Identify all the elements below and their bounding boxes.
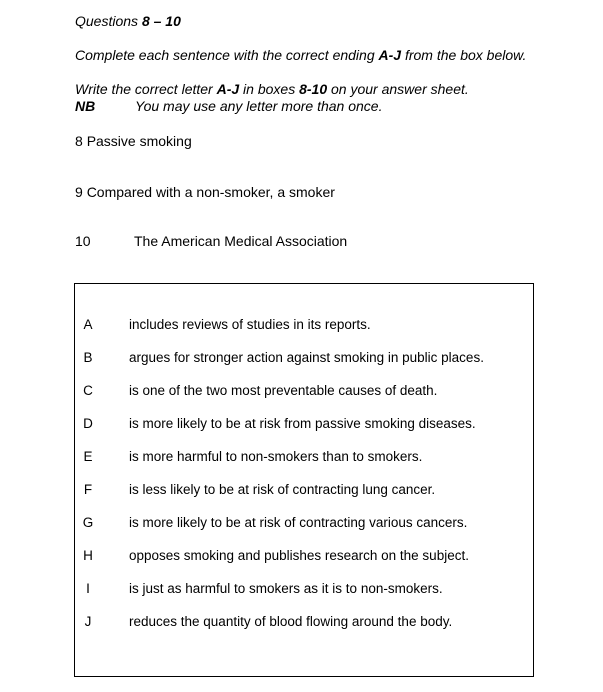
ending-letter: J <box>84 614 92 629</box>
sentence-text: The American Medical Association <box>134 233 348 249</box>
nb-text: You may use any letter more than once. <box>135 98 383 114</box>
sentence-10 <box>75 233 347 249</box>
ending-text: is less likely to be at risk of contracting lung cancer. <box>129 482 436 497</box>
sentence-text: Passive smoking <box>86 133 192 149</box>
ending-text: is more likely to be at risk of contracting various cancers. <box>129 515 468 530</box>
ending-text: is one of the two most preventable causes of death. <box>129 383 438 398</box>
questions-heading <box>75 13 181 29</box>
ending-text: argues for stronger action against smoking in public places. <box>129 350 484 365</box>
ending-letter: F <box>83 482 93 497</box>
ending-letter: E <box>83 449 93 464</box>
ending-letter: G <box>82 515 94 530</box>
nb-label: NB <box>75 98 96 114</box>
ending-letter: B <box>83 350 93 365</box>
heading-range: 8 – 10 <box>141 13 181 29</box>
ending-text: is just as harmful to smokers as it is to non-smokers. <box>129 581 443 596</box>
sentence-number: 8 <box>75 133 83 149</box>
sentence-8 <box>75 133 192 149</box>
instruction-write-boxes: 8-10 <box>299 81 328 97</box>
instruction-write-letters: A-J <box>216 81 240 97</box>
ending-letter: I <box>86 581 90 596</box>
sentence-9 <box>75 184 335 200</box>
ending-letter: H <box>83 548 93 563</box>
sentence-number: 9 <box>75 184 83 200</box>
ending-text: reduces the quantity of blood flowing around the body. <box>129 614 453 629</box>
ending-text: includes reviews of studies in its reports. <box>129 317 371 332</box>
instruction-write-pre: Write the correct letter <box>75 81 217 97</box>
ending-text: opposes smoking and publishes research on the subject. <box>129 548 469 563</box>
heading-prefix: Questions <box>75 13 142 29</box>
instruction-complete-post: from the box below. <box>401 47 527 63</box>
instruction-write-mid: in boxes <box>239 81 300 97</box>
ending-letter: D <box>83 416 93 431</box>
instruction-complete <box>75 47 526 63</box>
instruction-write-post: on your answer sheet. <box>327 81 469 97</box>
ending-letter: C <box>83 383 93 398</box>
ending-text: is more likely to be at risk from passive smoking diseases. <box>129 416 476 431</box>
sentence-number: 10 <box>75 233 91 249</box>
instruction-complete-letters: A-J <box>378 47 402 63</box>
instruction-write <box>75 81 469 97</box>
sentence-text: Compared with a non-smoker, a smoker <box>86 184 335 200</box>
ending-text: is more harmful to non-smokers than to smokers. <box>129 449 423 464</box>
nb-note <box>75 98 382 114</box>
instruction-complete-pre: Complete each sentence with the correct ending <box>75 47 379 63</box>
endings-box <box>74 283 534 677</box>
ending-letter: A <box>83 317 93 332</box>
